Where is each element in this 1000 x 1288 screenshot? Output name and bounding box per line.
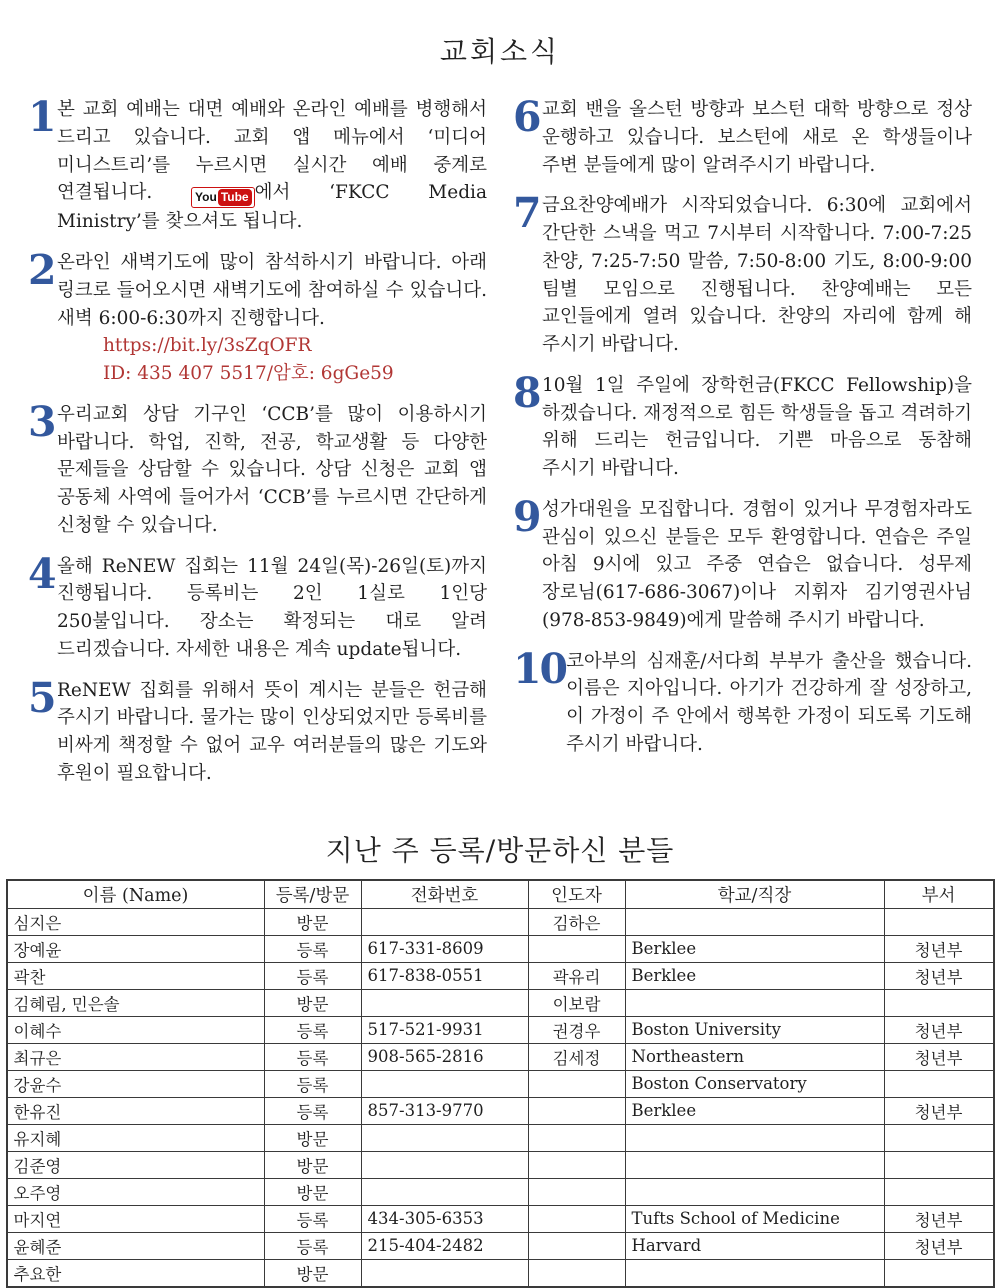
table-cell: Tufts School of Medicine [625,1205,884,1232]
notice-item-4 [28,549,487,664]
table-cell [884,1070,994,1097]
visitor-table-title: 지난 주 등록/방문하신 분들 [325,833,675,867]
notices-right-column [513,93,972,801]
table-header-cell: 전화번호 [361,880,528,909]
table-cell: 방문 [264,1124,361,1151]
notice-number: 5 [28,673,55,722]
prayer-zoom-id: ID: 435 407 5517/암호: 6gGe59 [103,363,394,384]
table-row [7,1178,994,1205]
notices-section [0,93,1000,801]
table-cell [625,1151,884,1178]
table-header-row [7,880,994,909]
table-cell: 등록 [264,935,361,962]
table-cell [884,1151,994,1178]
table-cell [528,1097,625,1124]
table-cell: 방문 [264,1259,361,1287]
notice-number: 2 [28,246,55,294]
table-row [7,1205,994,1232]
table-cell [361,908,528,935]
table-cell: 김하은 [528,908,625,935]
table-row [7,1232,994,1259]
table-cell [528,1259,625,1287]
notice-text-segment: 온라인 새벽기도에 많이 참석하시기 바랍니다. 아래 링크로 들어오시면 새벽기도에 참여하실 수 있습니다. 새벽 6:00-6:30까지 진행합니다. [57,252,487,329]
table-row [7,989,994,1016]
table-cell: 권경우 [528,1016,625,1043]
table-cell: 추요한 [7,1259,265,1287]
table-cell [528,1124,625,1151]
table-cell [361,1259,528,1287]
table-cell: 857-313-9770 [361,1097,528,1124]
table-cell: 곽찬 [7,962,265,989]
notice-number: 10 [513,644,567,693]
table-cell: 청년부 [884,1205,994,1232]
notice-item-1 [28,93,487,236]
table-cell [361,1178,528,1205]
notice-number: 8 [513,368,540,417]
table-row [7,1097,994,1124]
table-cell: 강윤수 [7,1070,265,1097]
table-cell: 등록 [264,1070,361,1097]
notice-text: 10월 1일 주일에 장학헌금(FKCC Fellowship)을 하겠습니다. 재정적으로 힘든 학생들을 돕고 격려하기 위해 드리는 헌금입니다. 기쁜 마음으로 동참해 주시기 바랍니다. [542,374,972,479]
notice-item-7 [513,189,972,359]
table-header-cell: 이름 (Name) [7,880,265,909]
table-cell: Berklee [625,1097,884,1124]
notice-number: 3 [28,397,55,446]
notice-text: 우리교회 상담 기구인 ‘CCB’를 많이 이용하시기 바랍니다. 학업, 진학, 전공, 학교생활 등 다양한 문제들을 상담할 수 있습니다. 상담 신청은 교회 앱 공동체 사역에 들어가서 ‘CCB’를 누르시면 간단하게 신청할 수 있습니다. [57,403,487,536]
notices-left-column [28,93,487,801]
table-cell: 오주영 [7,1178,265,1205]
table-cell: 장예윤 [7,935,265,962]
table-cell: 617-331-8609 [361,935,528,962]
table-cell: 한유진 [7,1097,265,1124]
table-header-cell: 인도자 [528,880,625,909]
table-cell: Berklee [625,935,884,962]
table-cell: 최규은 [7,1043,265,1070]
table-cell [361,1124,528,1151]
prayer-zoom-link[interactable]: https://bit.ly/3sZqOFR [103,335,312,357]
table-cell: 김혜림, 민은솔 [7,989,265,1016]
table-row [7,1151,994,1178]
table-cell: 방문 [264,1178,361,1205]
notice-text: 교회 밴을 올스턴 방향과 보스턴 대학 방향으로 정상 운행하고 있습니다. 보스턴에 새로 온 학생들이나 주변 분들에게 많이 알려주시기 바랍니다. [542,99,972,176]
table-cell: Boston Conservatory [625,1070,884,1097]
youtube-icon [191,187,255,208]
visitor-table [6,879,995,1288]
table-cell: 청년부 [884,1016,994,1043]
notice-number: 9 [513,492,540,541]
notice-text [57,96,487,236]
table-cell: 유지혜 [7,1124,265,1151]
table-cell: 청년부 [884,1097,994,1124]
notice-text: 코아부의 심재훈/서다희 부부가 출산을 했습니다. 이름은 지아입니다. 아기가 건강하게 잘 성장하고, 이 가정이 주 안에서 행복한 가정이 되도록 기도해 주시기 바랍니다. [566,650,972,755]
notice-number: 4 [28,549,55,598]
table-cell: 청년부 [884,935,994,962]
table-row [7,1043,994,1070]
table-cell [625,1259,884,1287]
notice-item-8 [513,368,972,483]
table-row [7,1124,994,1151]
table-cell: 청년부 [884,962,994,989]
table-cell [528,935,625,962]
table-cell: 517-521-9931 [361,1016,528,1043]
table-cell: 방문 [264,908,361,935]
table-cell: Berklee [625,962,884,989]
table-cell: 청년부 [884,1232,994,1259]
table-header-cell: 부서 [884,880,994,909]
table-row [7,908,994,935]
table-cell: 등록 [264,1205,361,1232]
table-row [7,935,994,962]
notice-text-segment: 본 교회 예배는 대면 예배와 온라인 예배를 병행해서 드리고 있습니다. 교회 앱 메뉴에서 ‘미디어 미니스트리’를 누르시면 실시간 예배 중계로 연결됩니다. [57,99,487,204]
table-cell: 등록 [264,1232,361,1259]
table-cell: 이혜수 [7,1016,265,1043]
notice-item-6 [513,93,972,179]
table-cell: 434-305-6353 [361,1205,528,1232]
table-cell: 윤혜준 [7,1232,265,1259]
table-header-cell: 등록/방문 [264,880,361,909]
notice-text: 올해 ReNEW 집회는 11월 24일(목)-26일(토)까지 진행됩니다. 등록비는 2인 1실로 1인당 250불입니다. 장소는 확정되는 대로 알려 드리겠습니다. 자세한 내용은 계속 update됩니다. [57,555,487,660]
table-row [7,962,994,989]
notice-text-segment: 에서 ‘FKCC Media Ministry’를 찾으셔도 됩니다. [57,182,487,233]
table-cell: 이보람 [528,989,625,1016]
table-cell [884,1259,994,1287]
table-cell: 등록 [264,1043,361,1070]
table-cell [884,989,994,1016]
notice-text: 금요찬양예배가 시작되었습니다. 6:30에 교회에서 간단한 스낵을 먹고 7시부터 시작합니다. 7:00-7:25 찬양, 7:25-7:50 말씀, 7:50-8:00 기도, 8:00-9:00 팀별 모임으로 진행됩니다. 찬양예배는 모든 교인들에게 열려 있습니다. 찬양의 자리에 함께 해 주시기 바랍니다. [542,195,972,355]
page-title: 교회소식 [439,35,561,68]
table-cell [361,1070,528,1097]
table-cell [625,1124,884,1151]
notice-item-2 [28,246,487,388]
table-cell: 마지연 [7,1205,265,1232]
notice-item-5 [28,673,487,788]
table-row [7,1016,994,1043]
table-cell: 곽유리 [528,962,625,989]
notice-text: 성가대원을 모집합니다. 경험이 있거나 무경험자라도 관심이 있으신 분들은 모두 환영합니다. 연습은 주일 아침 9시에 있고 주중 연습은 없습니다. 성무제 장로님(617-686-3067)이나 지휘자 김기영권사님(978-853-9849)에게 말씀해 주시기 바랍니다. [542,498,972,631]
table-cell [625,1178,884,1205]
table-cell: 김준영 [7,1151,265,1178]
table-cell: 215-404-2482 [361,1232,528,1259]
notice-item-3 [28,397,487,540]
notice-text [57,249,487,388]
table-cell [528,1151,625,1178]
table-row [7,1070,994,1097]
table-cell: 등록 [264,1097,361,1124]
table-cell [528,1070,625,1097]
table-cell: 김세정 [528,1043,625,1070]
table-cell: 방문 [264,1151,361,1178]
youtube-icon-tube: Tube [218,189,252,206]
notice-number: 1 [28,93,55,141]
table-cell: Boston University [625,1016,884,1043]
notice-text: ReNEW 집회를 위해서 뜻이 계시는 분들은 헌금해 주시기 바랍니다. 물가는 많이 인상되었지만 등록비를 비싸게 책정할 수 없어 교우 여러분들의 많은 기도와 후원이 필요합니다. [57,679,487,784]
table-cell [625,989,884,1016]
youtube-icon-you: You [195,190,217,205]
table-cell: 등록 [264,1016,361,1043]
table-cell: 청년부 [884,1043,994,1070]
table-cell [884,1124,994,1151]
table-cell [884,1178,994,1205]
table-cell [528,1178,625,1205]
table-cell [361,1151,528,1178]
table-cell: 방문 [264,989,361,1016]
visitor-table-body [7,908,994,1287]
notice-item-10 [513,644,972,759]
table-cell [884,908,994,935]
table-cell: 심지은 [7,908,265,935]
table-cell [528,1232,625,1259]
notice-item-9 [513,492,972,635]
table-cell: Northeastern [625,1043,884,1070]
table-cell [361,989,528,1016]
table-row [7,1259,994,1287]
table-cell: 617-838-0551 [361,962,528,989]
table-cell: 등록 [264,962,361,989]
table-cell [625,908,884,935]
table-cell [528,1205,625,1232]
table-cell: Harvard [625,1232,884,1259]
table-cell: 908-565-2816 [361,1043,528,1070]
table-header-cell: 학교/직장 [625,880,884,909]
notice-number: 6 [513,93,540,141]
notice-number: 7 [513,189,540,238]
